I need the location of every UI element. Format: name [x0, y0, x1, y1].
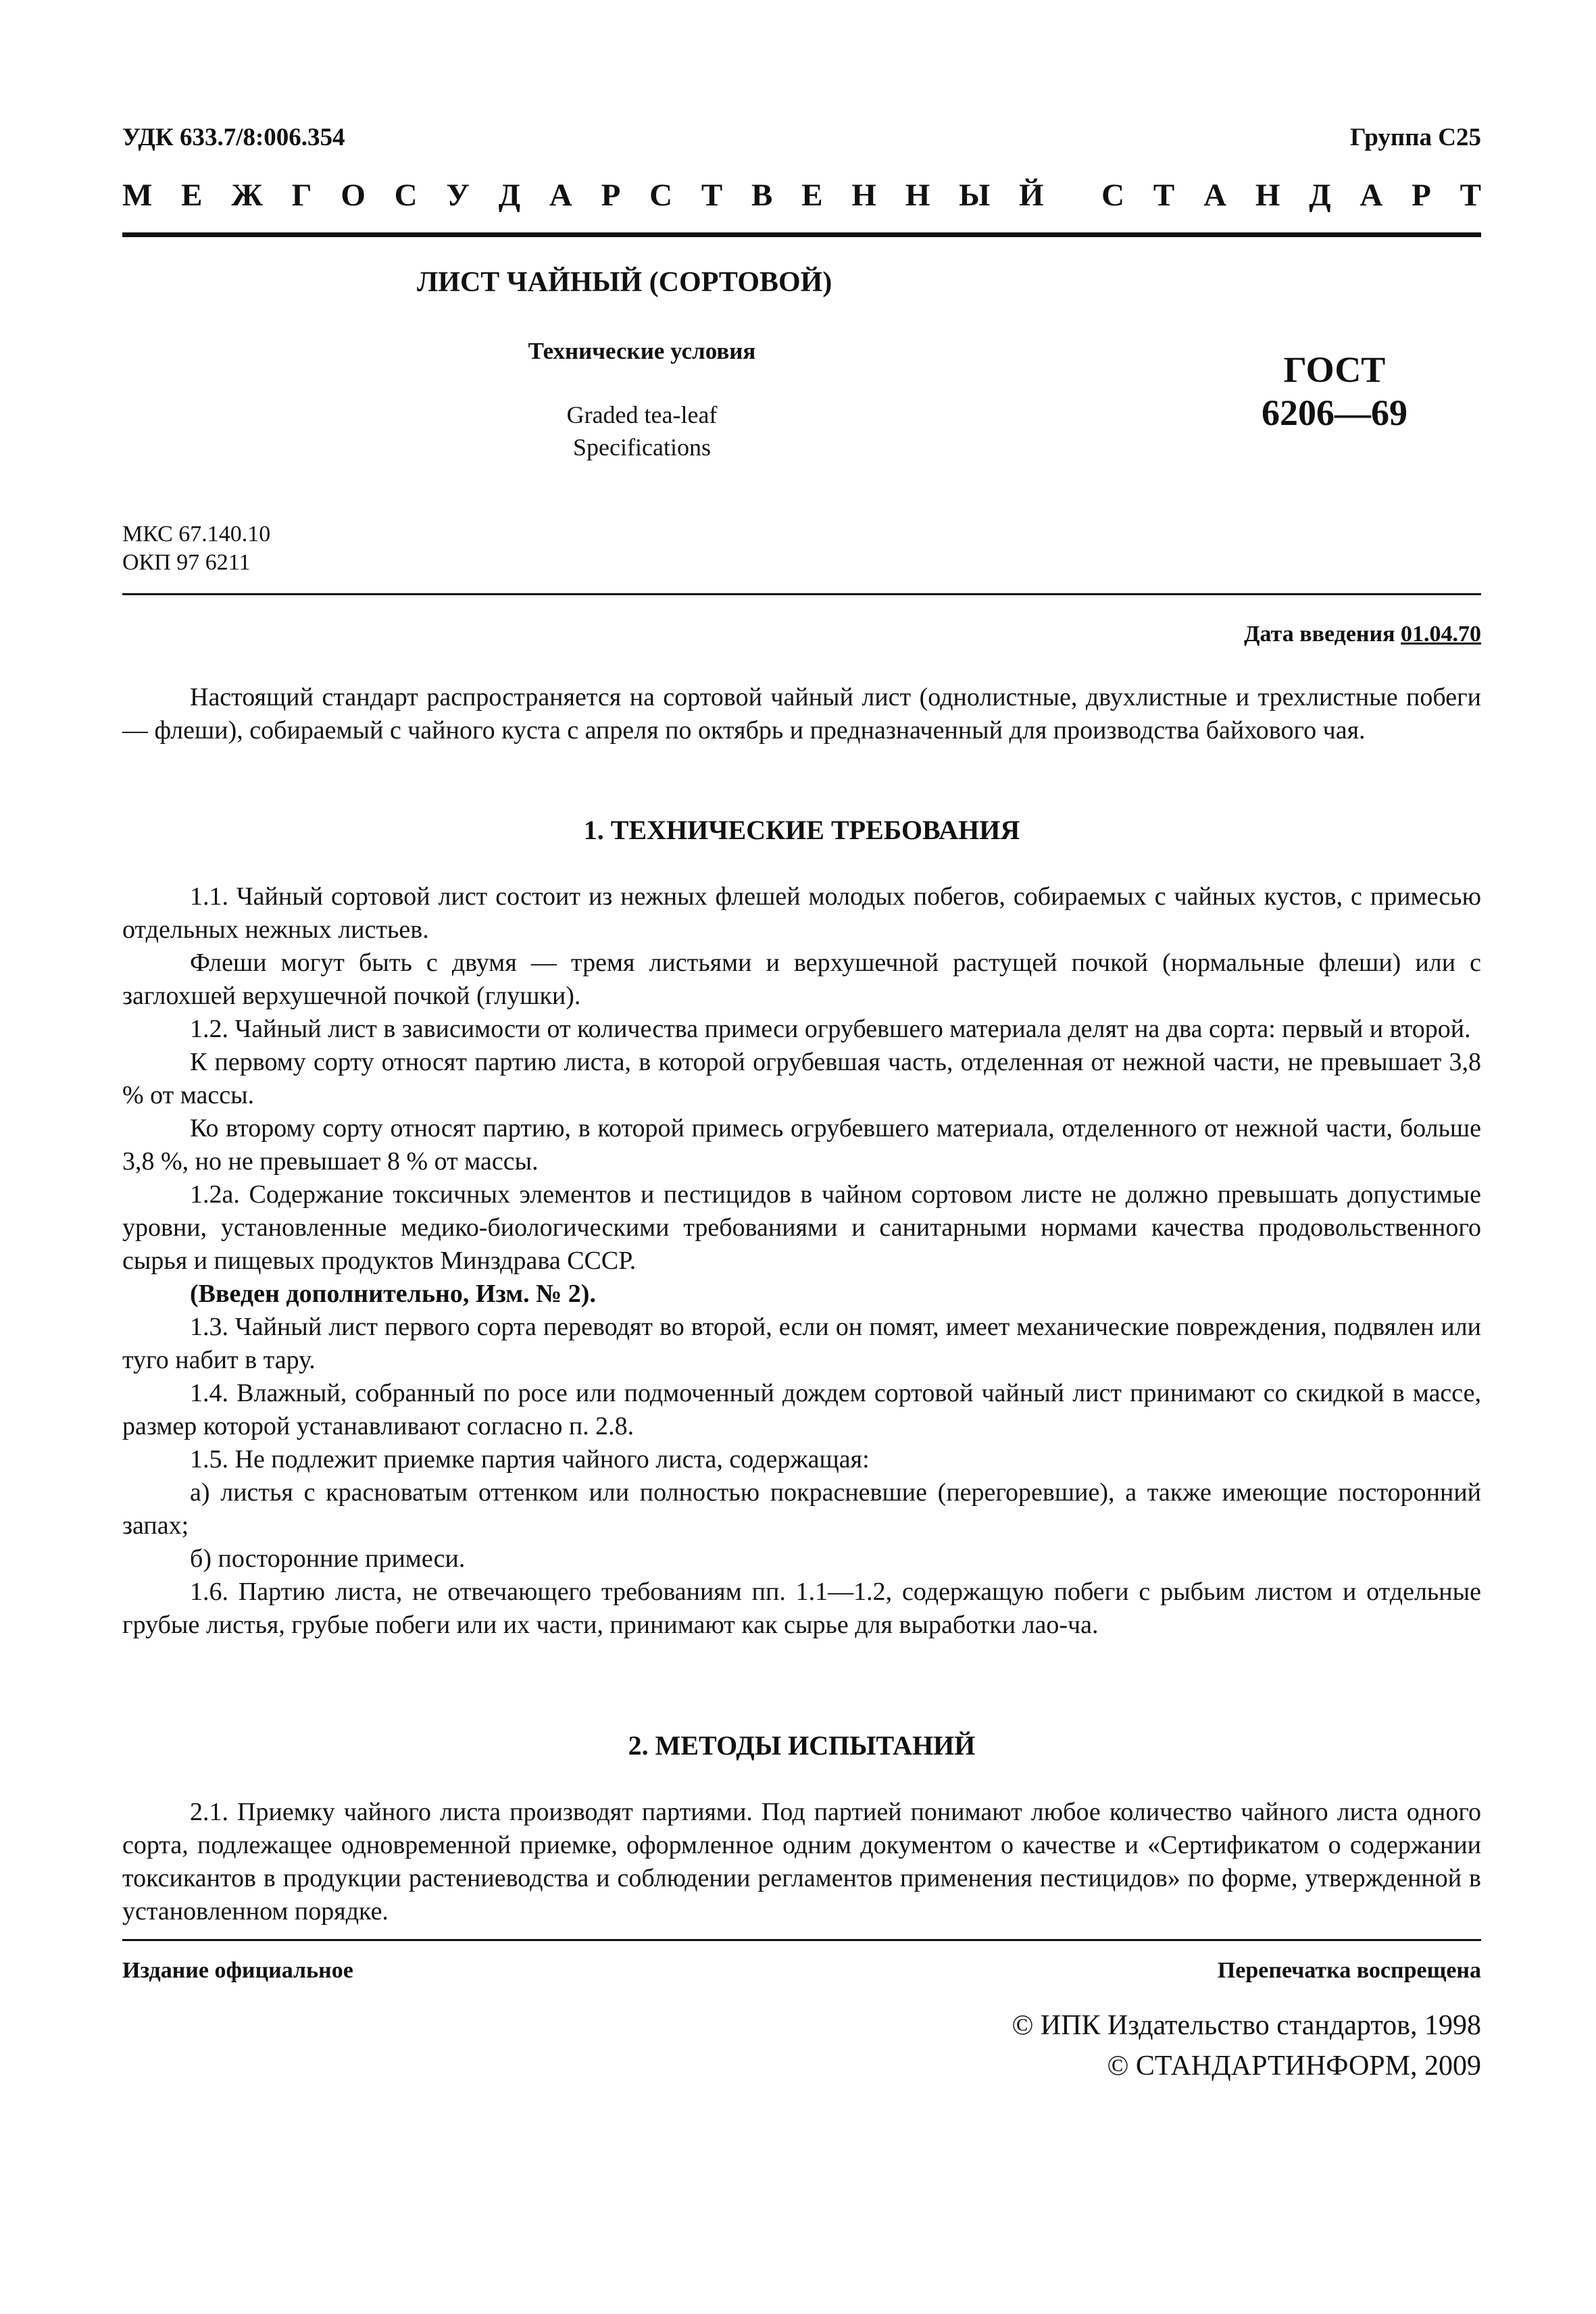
paragraph: Ко второму сорту относят партию, в которой примесь огрубевшего материала, отделенного от нежной части, больше 3,8 %, но не превышает 8 % от массы.	[122, 1114, 1481, 1176]
banner-letter: Н	[851, 178, 876, 213]
banner-letter: Д	[1309, 178, 1331, 213]
official-edition-label: Издание официальное	[122, 1958, 353, 1983]
document-title: ЛИСТ ЧАЙНЫЙ (СОРТОВОЙ)	[417, 267, 832, 298]
banner-letter: Н	[1255, 178, 1280, 213]
banner-letter: Ы	[959, 178, 991, 213]
footer-rule	[122, 1939, 1481, 1941]
banner-letter: С	[394, 178, 418, 213]
gost-code: 6206—69	[1262, 393, 1407, 433]
paragraph: 1.1. Чайный сортовой лист состоит из нежных флешей молодых побегов, собираемых с чайных кустов, с примесью отдельных нежных листьев.	[122, 882, 1481, 944]
mks-code: МКС 67.140.10	[122, 522, 271, 547]
section-1-body	[122, 880, 1481, 1642]
banner-letter: Р	[601, 178, 621, 213]
date-label: Дата введения	[1244, 622, 1395, 647]
paragraph: а) листья с красноватым оттенком или полностью покрасневшие (перегоревшие), а также имеющие посторонний запах;	[122, 1478, 1481, 1540]
banner-letter: Г	[291, 178, 312, 213]
copyright-block	[1012, 2005, 1481, 2086]
paragraph: 1.4. Влажный, собранный по росе или подмоченный дождем сортовой чайный лист принимают со скидкой в массе, размер которой устанавливают согласно п. 2.8.	[122, 1379, 1481, 1440]
english-title-line: Graded tea-leaf	[566, 401, 718, 428]
okp-code: ОКП 97 6211	[122, 550, 251, 575]
paragraph: 2.1. Приемку чайного листа производят партиями. Под партией понимают любое количество чайного листа одного сорта, подлежащее одновременной приемке, оформленное одним документом о качестве и «Сертификатом о содержании токсикантов в продукции растениеводства и соблюдении регламентов применения пестицидов» по форме, утвержденной в установленном порядке.	[122, 1798, 1481, 1926]
section-2-title: 2. МЕТОДЫ ИСПЫТАНИЙ	[628, 1730, 976, 1761]
copyright-line: © СТАНДАРТИНФОРМ, 2009	[1107, 2051, 1481, 2082]
banner-letter: Р	[1412, 178, 1431, 213]
banner-letter: Т	[701, 178, 723, 213]
banner-letter: В	[751, 178, 773, 213]
paragraph: Настоящий стандарт распространяется на сортовой чайный лист (однолистные, двухлистные и трехлистные побеги — флеши), собираемый с чайного куста с апреля по октябрь и предназначенный для производства байхового чая.	[122, 683, 1481, 745]
banner-letter: М	[122, 178, 153, 213]
section-1-title: 1. ТЕХНИЧЕСКИЕ ТРЕБОВАНИЯ	[583, 815, 1020, 845]
gost-label: ГОСТ	[1283, 349, 1386, 390]
amendment-note: (Введен дополнительно, Изм. № 2).	[190, 1280, 596, 1308]
banner-letter: У	[446, 178, 470, 213]
banner-letter: Ж	[231, 178, 263, 213]
banner-letter: Е	[181, 178, 203, 213]
banner-letter: С	[1101, 178, 1125, 213]
banner-letter: Т	[1460, 178, 1481, 213]
date-value: 01.04.70	[1401, 622, 1481, 647]
english-title	[378, 399, 905, 463]
classification-codes	[122, 520, 270, 577]
banner-rule	[122, 232, 1481, 237]
banner-letter: Д	[498, 178, 521, 213]
banner-letter: Н	[905, 178, 930, 213]
intro-paragraph	[122, 681, 1481, 747]
paragraph: 1.5. Не подлежит приемке партия чайного листа, содержащая:	[190, 1445, 870, 1474]
paragraph: 1.3. Чайный лист первого сорта переводят во второй, если он помят, имеет механические повреждения, подвялен или туго набит в тару.	[122, 1313, 1481, 1374]
header-rule	[122, 593, 1481, 595]
paragraph: 1.6. Партию листа, не отвечающего требованиям пп. 1.1—1.2, содержащую побеги с рыбьим листом и отдельные грубые листья, грубые побеги или их части, принимают как сырье для выработки лао-ча.	[122, 1578, 1481, 1639]
banner-letter: Е	[801, 178, 823, 213]
reprint-prohibited-label: Перепечатка воспрещена	[1217, 1958, 1481, 1983]
paragraph: 1.2. Чайный лист в зависимости от количества примеси огрубевшего материала делят на два сорта: первый и второй.	[190, 1015, 1471, 1043]
banner-letter: Т	[1153, 178, 1175, 213]
udk-code: УДК 633.7/8:006.354	[122, 124, 345, 151]
copyright-line: © ИПК Издательство стандартов, 1998	[1012, 2010, 1481, 2041]
paragraph: К первому сорту относят партию листа, в которой огрубевшая часть, отделенная от нежной части, не превышает 3,8 % от массы.	[122, 1048, 1481, 1109]
banner-letter: А	[1203, 178, 1227, 213]
english-title-line: Specifications	[573, 434, 711, 461]
group-code: Группа С25	[1350, 124, 1481, 151]
introduction-date	[1244, 622, 1481, 647]
banner-letter: А	[1360, 178, 1383, 213]
banner-letter: Й	[1019, 178, 1044, 213]
paragraph: 1.2а. Содержание токсичных элементов и пестицидов в чайном сортовом листе не должно превышать допустимые уровни, установленные медико-биологическими требованиями и санитарными нормами качества продовольственного сырья и пищевых продуктов Минздрава СССР.	[122, 1180, 1481, 1275]
banner-letter: А	[549, 178, 572, 213]
section-2-body	[122, 1796, 1481, 1928]
paragraph: б) посторонние примеси.	[190, 1544, 466, 1573]
gost-number	[1203, 348, 1466, 434]
document-subtitle: Технические условия	[528, 338, 756, 364]
banner-letter: О	[341, 178, 366, 213]
banner-letter: С	[649, 178, 673, 213]
standard-banner	[122, 177, 1481, 213]
paragraph: Флеши могут быть с двумя — тремя листьями и верхушечной растущей почкой (нормальные флеши) или с заглохшей верхушечной почкой (глушки).	[122, 949, 1481, 1010]
